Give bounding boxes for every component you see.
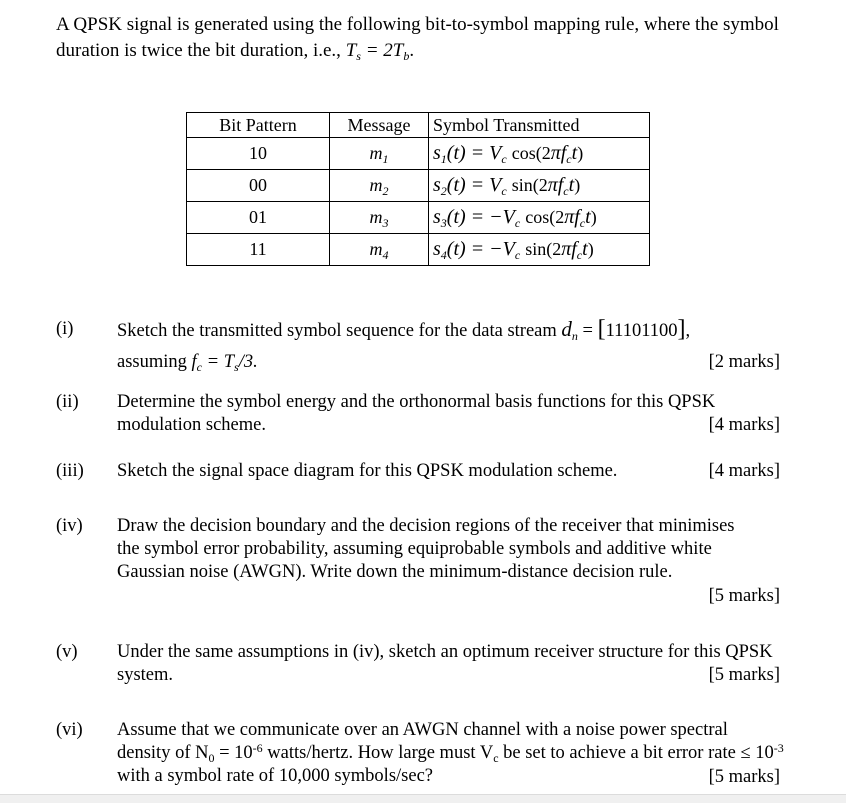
question-number: (v) <box>56 642 78 662</box>
message-cell: $m_3$ <box>330 202 429 234</box>
question-number: (ii) <box>56 392 79 412</box>
intro-paragraph: A QPSK signal is generated using the following bit-to-symbol mapping rule, where the symbol duration is twice the bit duration, i.e., $T_s = 2T_b$. <box>56 14 779 63</box>
question-vi <box>56 719 786 791</box>
table-row <box>187 138 650 170</box>
message-cell: $m_1$ <box>330 138 429 170</box>
header-symbol: Symbol Transmitted <box>429 113 650 138</box>
table-row <box>187 234 650 266</box>
marks-label: [4 marks] <box>708 415 780 435</box>
question-text: Under the same assumptions in (iv), sketch an optimum receiver structure for this QPSK system. <box>117 642 773 685</box>
question-number: (vi) <box>56 720 83 740</box>
message-cell: $m_4$ <box>330 234 429 266</box>
symbol-cell: $s_4(t) = -V_c$ $\sin(2\pi f_ct)$ <box>429 234 650 266</box>
header-message: Message <box>330 113 429 138</box>
table-header-row <box>187 113 650 138</box>
question-iv <box>56 515 786 609</box>
question-v <box>56 641 786 687</box>
question-text: Sketch the transmitted symbol sequence for the data stream $d_n = [11101100]$, <box>117 316 691 343</box>
message-cell: $m_2$ <box>330 170 429 202</box>
marks-label: [5 marks] <box>708 586 780 606</box>
table-row <box>187 170 650 202</box>
marks-label: [5 marks] <box>708 767 780 787</box>
marks-label: [5 marks] <box>708 665 780 685</box>
question-number: (iv) <box>56 516 83 536</box>
question-iii <box>56 460 786 484</box>
question-text: Sketch the signal space diagram for this QPSK modulation scheme. <box>117 461 618 481</box>
symbol-cell: $s_2(t) = V_c$ $\sin(2\pi f_ct)$ <box>429 170 650 202</box>
intro-text: A QPSK signal is generated using the following bit-to-symbol mapping rule, where the symbol duration is twice the bit duration, i.e., <box>56 14 779 61</box>
bit-pattern-cell: 01 <box>187 202 330 234</box>
marks-label: [2 marks] <box>708 352 780 372</box>
question-text: Assume that we communicate over an AWGN channel with a noise power spectral density of $N_0 = 10^{-6}$ watts/hertz. How large must $V_c$ be set to achieve a bit error rate ≤ $10^{-3}$ with a symbol rate of 10,000 symbols/sec? <box>117 720 784 786</box>
table-row <box>187 202 650 234</box>
question-i <box>56 318 786 378</box>
question-ii <box>56 391 786 437</box>
mapping-table <box>186 112 650 266</box>
header-bit-pattern: Bit Pattern <box>187 113 330 138</box>
symbol-cell: $s_1(t) = V_c$ $\cos(2\pi f_ct)$ <box>429 138 650 170</box>
intro-formula: $T_s = 2T_b$ <box>345 40 410 63</box>
bit-pattern-cell: 10 <box>187 138 330 170</box>
bit-pattern-cell: 11 <box>187 234 330 266</box>
question-number: (i) <box>56 319 74 339</box>
question-number: (iii) <box>56 461 84 481</box>
question-text: Determine the symbol energy and the orthonormal basis functions for this QPSK modulation scheme. <box>117 392 716 435</box>
marks-label: [4 marks] <box>708 461 780 481</box>
question-text-line2: assuming $f_c = T_s/3$. <box>117 352 258 374</box>
question-text: Draw the decision boundary and the decision regions of the receiver that minimises the symbol error probability, assuming equiprobable symbols and additive white Gaussian noise (AWGN). Write down the minimum-distance decision rule. <box>117 516 735 582</box>
bit-pattern-cell: 00 <box>187 170 330 202</box>
symbol-cell: $s_3(t) = -V_c$ $\cos(2\pi f_ct)$ <box>429 202 650 234</box>
